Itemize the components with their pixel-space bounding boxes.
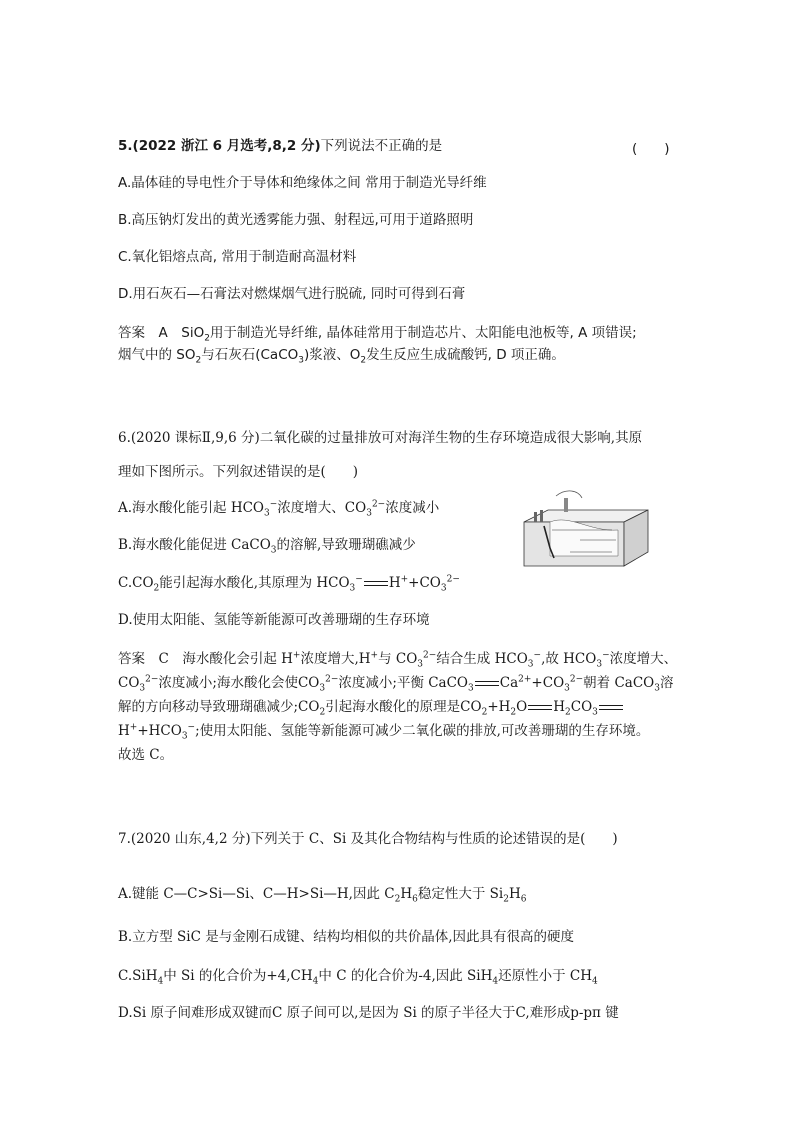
q5-answer-line-1: 答案 A SiO$_2$用于制造光导纤维, 晶体硅常用于制造芯片、太阳能电池板等, A 项错误; <box>118 325 637 344</box>
q6-stem-line-2: 理如下图所示。下列叙述错误的是( ) <box>118 464 359 480</box>
equilibrium-arrow-icon <box>474 679 500 689</box>
q6-answer-line-3: 解的方向移动导致珊瑚礁减少$;CO_2$引起海水酸化的原理是$CO_2+H_2O$ $H_2CO_3$ <box>118 698 624 716</box>
diagram-tree-1 <box>534 512 537 522</box>
diagram-cloud <box>556 491 582 498</box>
ocean-acidification-diagram <box>520 486 652 574</box>
q5-answer-blank: ( ) <box>632 141 670 157</box>
equilibrium-arrow-icon <box>527 703 553 713</box>
q6-stem-line-1: 6.(2020 课标Ⅱ,9,6 分)二氧化碳的过量排放可对海洋生物的生存环境造成很大影响,其原 <box>118 430 643 446</box>
q5-stem: 5.(2022 浙江 6 月选考,8,2 分)下列说法不正确的是 <box>118 138 443 154</box>
equilibrium-arrow-icon <box>598 703 624 713</box>
q7-option-b: B.立方型 SiC 是与金刚石成键、结构均相似的共价晶体,因此具有很高的硬度 <box>118 929 574 945</box>
q6-answer-line-1: 答案 C 海水酸化会引起 H+浓度增大,H+与 $CO_3^{2-}$结合生成 $HCO_3^-$,故 $HCO_3^-$浓度增大、 <box>118 650 678 670</box>
q5-option-c: C.氧化铝熔点高, 常用于制造耐高温材料 <box>118 249 357 265</box>
q7-option-d: D.Si 原子间难形成双键而C 原子间可以,是因为 Si 的原子半径大于C,难形成p-pπ 键 <box>118 1005 619 1021</box>
q7-option-a: A.键能 C—C>Si—Si、C—H>Si—H,因此 $C_2H_6$稳定性大于 $Si_2H_6$ <box>118 886 527 905</box>
q5-option-a: A.晶体硅的导电性介于导体和绝缘体之间 常用于制造光导纤维 <box>118 175 487 191</box>
q6-answer-line-4: $H^++HCO_3^-$;使用太阳能、氢能等新能源可减少二氧化碳的排放,可改善珊瑚的生存环境。 <box>118 722 650 742</box>
q5-option-b: B.高压钠灯发出的黄光透雾能力强、射程远,可用于道路照明 <box>118 212 474 228</box>
q7-stem: 7.(2020 山东,4,2 分)下列关于 C、Si 及其化合物结构与性质的论述错误的是( ) <box>118 831 618 847</box>
q6-option-a: A.海水酸化能引起 $HCO_3^-$浓度增大、$CO_3^{2-}$浓度减小 <box>118 499 440 519</box>
diagram-tree-2 <box>540 510 543 522</box>
q5-answer-line-2: 烟气中的 $SO_2$与石灰石(CaCO$_3$)浆液、$O_2$发生反应生成硫酸钙, D 项正确。 <box>118 347 565 366</box>
q6-option-d: D.使用太阳能、氢能等新能源可改善珊瑚的生存环境 <box>118 612 430 628</box>
equilibrium-arrow-icon <box>363 579 389 589</box>
q6-answer-line-2: $CO_3^{2-}$浓度减小;海水酸化会使$CO_3^{2-}$浓度减小;平衡 CaCO$_3$ $Ca^{2+}+CO_3^{2-}$朝着 CaCO$_3$溶 <box>118 674 674 694</box>
diagram-chimney <box>564 498 568 512</box>
q7-option-c: C.SiH$_4$中 Si 的化合价为$+4,CH_4$中 C 的化合价为-4,因此 SiH$_4$还原性小于 $CH_4$ <box>118 968 598 987</box>
q5-option-d: D.用石灰石—石膏法对燃煤烟气进行脱硫, 同时可得到石膏 <box>118 286 466 302</box>
q6-answer-line-5: 故选 C。 <box>118 747 174 763</box>
q6-option-b: B.海水酸化能促进 CaCO$_3$的溶解,导致珊瑚礁减少 <box>118 537 416 556</box>
q6-option-c: $C.CO_2$能引起海水酸化,其原理为 $HCO_3^-$ $H^++CO_3^{2-}$ <box>118 574 460 594</box>
